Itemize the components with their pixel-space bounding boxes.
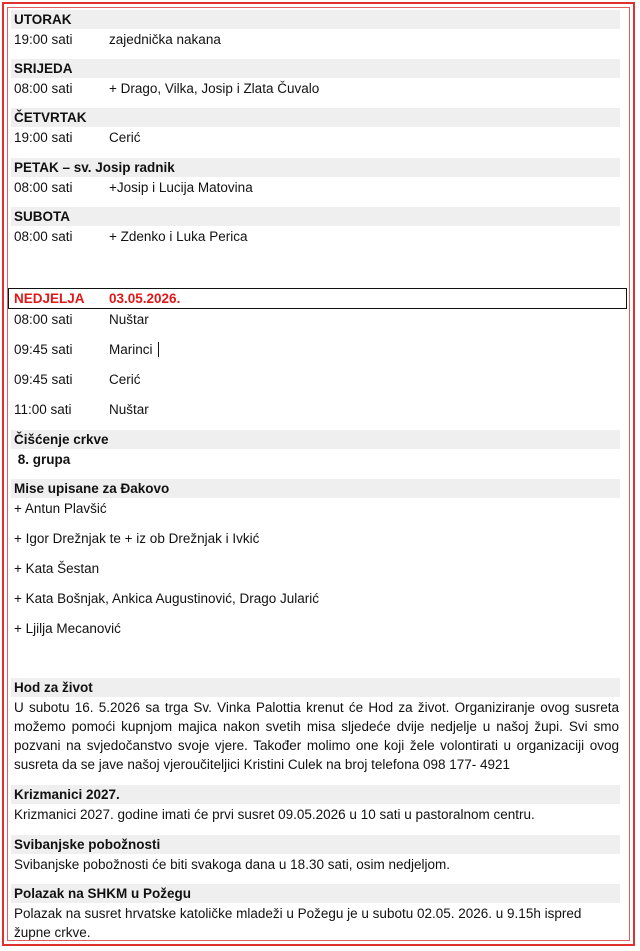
day-header-friday: PETAK – sv. Josip radnik — [11, 158, 620, 177]
mass-time: 11:00 sati — [14, 402, 72, 417]
notice-text-svibanjske: Svibanjske pobožnosti će biti svakoga dana u 18.30 sati, osim nedjeljom. — [14, 857, 451, 872]
list-item: + Antun Plavšić — [14, 501, 107, 516]
notice-text-krizmanici: Krizmanici 2027. godine imati će prvi susret 09.05.2026 u 10 sati u pastoralnom centru. — [14, 807, 535, 822]
sunday-label: NEDJELJA — [14, 291, 85, 306]
mass-intention: + Drago, Vilka, Josip i Zlata Čuvalo — [109, 81, 320, 96]
sunday-date: 03.05.2026. — [109, 291, 181, 306]
mass-row — [14, 79, 319, 98]
djakovo-header: Mise upisane za Đakovo — [11, 479, 620, 498]
mass-intention: zajednička nakana — [109, 32, 221, 47]
list-item: + Kata Šestan — [14, 561, 100, 576]
mass-row — [14, 128, 141, 147]
mass-time: 08:00 sati — [14, 229, 73, 244]
text-cursor — [158, 342, 159, 357]
day-header-tuesday: UTORAK — [11, 10, 620, 29]
notice-title-hod: Hod za život — [11, 678, 620, 697]
notice-title-svibanjske: Svibanjske pobožnosti — [11, 835, 620, 854]
notice-title-krizmanici: Krizmanici 2027. — [11, 785, 620, 804]
mass-row — [14, 30, 221, 49]
notice-text-hod: U subotu 16. 5.2026 sa trga Sv. Vinka Palottia krenut će Hod za život. Organiziranje ovog susreta možemo pomoći kupnjom majica nakon svetih misa sljedeće dvije nedjelje u našoj župi. Svi smo pozvani na svjedočanstvo svoje vjere. Također molimo one koji žele volontirati u organizaciji ovog susreta da se jave našoj vjeroučiteljici Kristini Culek na broj telefona 098 177- 4921 — [14, 700, 619, 772]
mass-time: 09:45 sati — [14, 342, 73, 357]
mass-intention: Cerić — [109, 130, 141, 145]
mass-time: 08:00 sati — [14, 312, 73, 327]
mass-intention: + Zdenko i Luka Perica — [109, 229, 248, 244]
cleaning-group: 8. grupa — [14, 452, 71, 467]
mass-row — [14, 227, 247, 246]
sunday-mass-row — [14, 370, 141, 389]
sunday-header — [8, 288, 627, 309]
day-header-saturday: SUBOTA — [11, 207, 620, 226]
mass-place: Nuštar — [109, 402, 149, 417]
sunday-mass-row — [14, 340, 159, 359]
notice-text-shkm: Polazak na susret hrvatske katoličke mladeži u Požegu je u subotu 02.05. 2026. u 9.15h ispred župne crkve. — [14, 906, 582, 940]
day-header-wednesday: SRIJEDA — [11, 59, 620, 78]
mass-time: 19:00 sati — [14, 32, 73, 47]
list-item: + Igor Drežnjak te + iz ob Drežnjak i Ivkić — [14, 531, 260, 546]
mass-place: Nuštar — [109, 312, 149, 327]
mass-time: 08:00 sati — [14, 180, 73, 195]
mass-time: 08:00 sati — [14, 81, 73, 96]
day-header-thursday: ČETVRTAK — [11, 108, 620, 127]
mass-intention: +Josip i Lucija Matovina — [109, 180, 253, 195]
mass-row — [14, 178, 253, 197]
mass-place: Marinci — [109, 342, 153, 357]
mass-time: 19:00 sati — [14, 130, 73, 145]
sunday-mass-row — [14, 400, 149, 419]
cleaning-header: Čišćenje crkve — [11, 430, 620, 449]
sunday-mass-row — [14, 310, 149, 329]
list-item: + Ljilja Mecanović — [14, 621, 121, 636]
mass-place: Cerić — [109, 372, 141, 387]
mass-time: 09:45 sati — [14, 372, 73, 387]
notice-title-shkm: Polazak na SHKM u Požegu — [11, 884, 620, 903]
list-item: + Kata Bošnjak, Ankica Augustinović, Drago Jularić — [14, 591, 320, 606]
